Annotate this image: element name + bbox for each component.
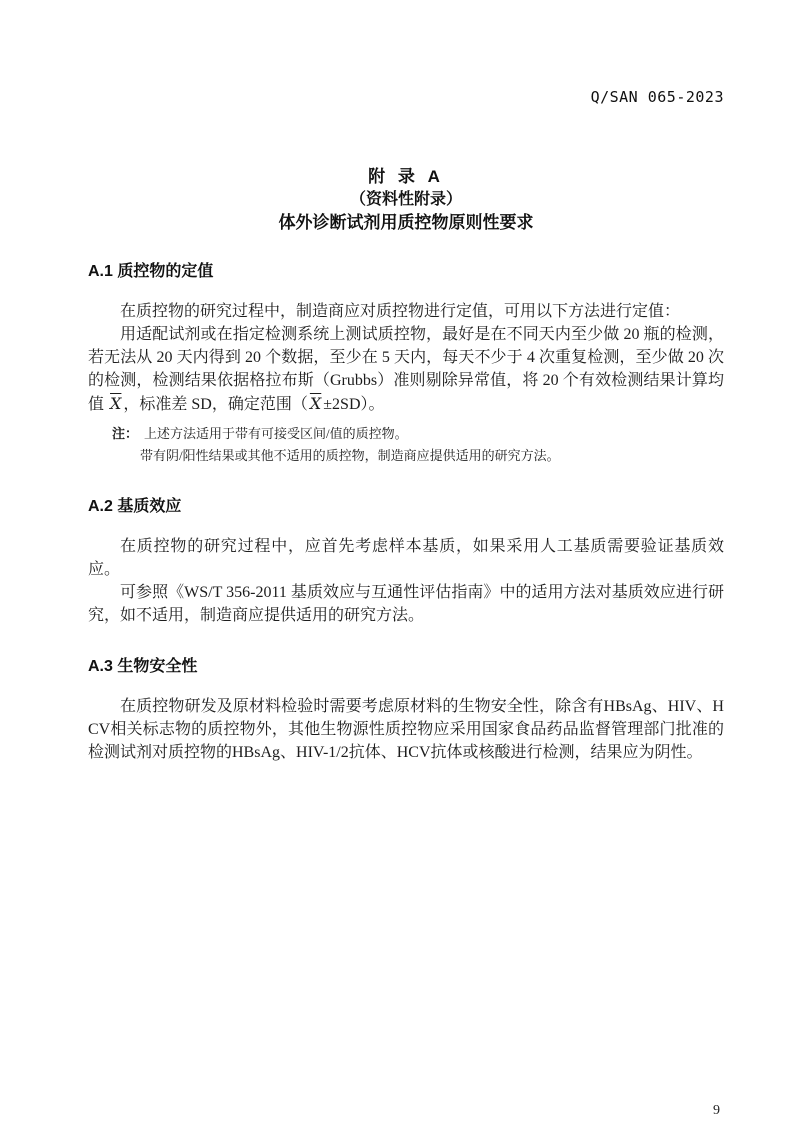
xbar-mean-symbol: $\overline{X}$ [110, 394, 122, 413]
note-block [112, 423, 724, 467]
section-a3-heading: A.3 生物安全性 [88, 658, 198, 675]
a1-p2-text-3: ±2SD）。 [323, 396, 385, 413]
doc-number: Q/SAN 065-2023 [590, 88, 724, 106]
note-text-1: 上述方法适用于带有可接受区间/值的质控物。 [144, 426, 408, 441]
appendix-title-block [88, 166, 724, 234]
a1-p2-text-2: ，标准差 SD，确定范围（ [123, 396, 308, 413]
section-a1-paragraph-2 [88, 323, 724, 416]
appendix-name: 体外诊断试剂用质控物原则性要求 [278, 213, 534, 232]
xbar-range-symbol: $\overline{X}$ [309, 394, 322, 413]
section-a2-paragraph-1: 在质控物的研究过程中，应首先考虑样本基质，如果采用人工基质需要验证基质效应。 [88, 538, 724, 578]
note-line-1 [112, 423, 724, 445]
section-a1-paragraph-1: 在质控物的研究过程中，制造商应对质控物进行定值，可用以下方法进行定值： [120, 303, 681, 320]
section-a2-heading: A.2 基质效应 [88, 498, 182, 515]
appendix-subtitle: （资料性附录） [349, 191, 462, 208]
document-header [88, 88, 724, 106]
section-a2-paragraph-2: 可参照《WS/T 356-2011 基质效应与互通性评估指南》中的适用方法对基质效应进行研究，如不适用，制造商应提供适用的研究方法。 [88, 584, 724, 624]
appendix-title: 附 录 A [368, 167, 444, 186]
section-a3-paragraph-1: 在质控物研发及原材料检验时需要考虑原材料的生物安全性，除含有HBsAg、HIV、HCV相关标志物的质控物外，其他生物源性质控物应采用国家食品药品监督管理部门批准的检测试剂对质控物的HBsAg、HIV-1/2抗体、HCV抗体或核酸进行检测，结果应为阴性。 [88, 698, 724, 761]
section-a1-heading: A.1 质控物的定值 [88, 263, 214, 280]
note-label: 注： [112, 426, 139, 441]
a1-p2-text-1: 用适配试剂或在指定检测系统上测试质控物，最好是在不同天内至少做 20 瓶的检测，若无法从 20 天内得到 20 个数据，至少在 5 天内，每天不少于 4 次重复检测，至少做 20 次的检测，检测结果依据格拉布斯（Grubbs）准则剔除异常值，将 20 个有效检测结果计算均值 [88, 326, 724, 413]
note-line-2: 带有阴/阳性结果或其他不适用的质控物，制造商应提供适用的研究方法。 [140, 448, 560, 463]
page-number: 9 [713, 1103, 720, 1118]
